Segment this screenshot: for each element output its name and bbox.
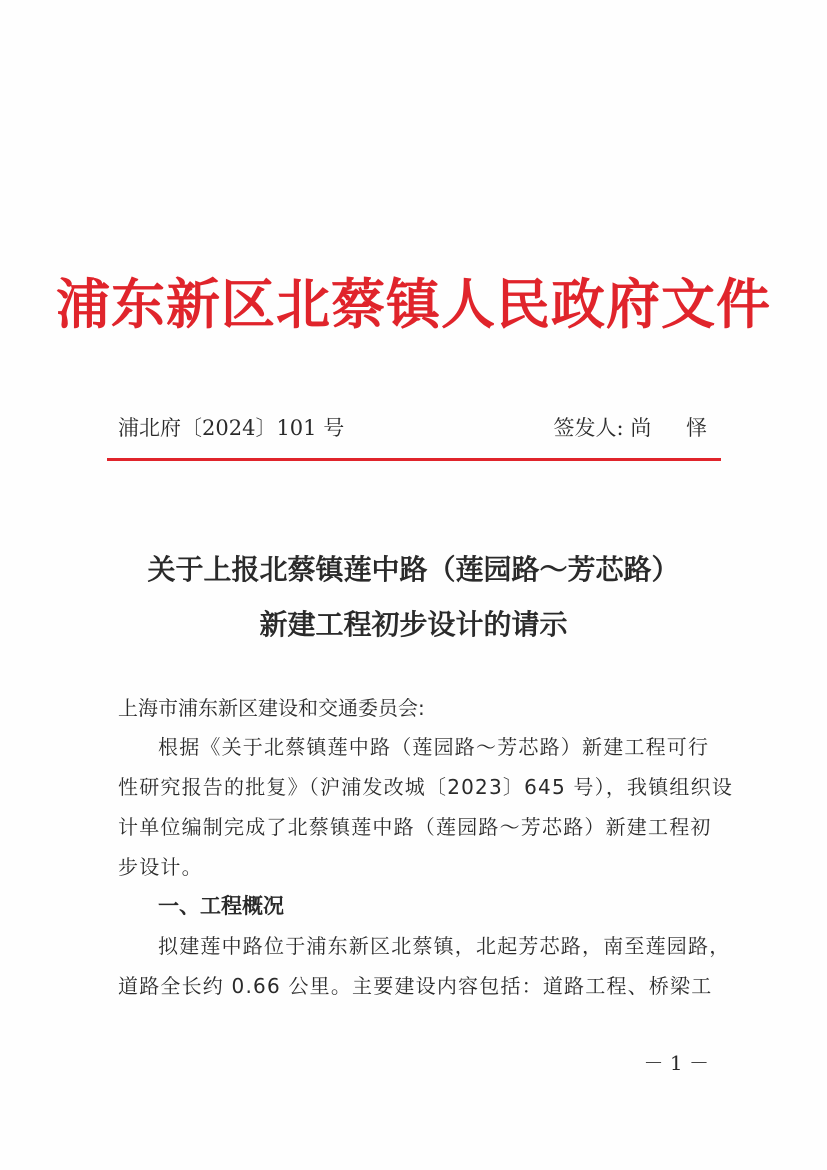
paragraph-1-line-4: 步设计。 — [118, 855, 203, 879]
document-title-line-1: 关于上报北蔡镇莲中路（莲园路～芳芯路） — [147, 553, 680, 586]
paragraph-1-line-2: 性研究报告的批复》（沪浦发改城〔2023〕645 号），我镇组织设 — [118, 775, 734, 799]
issuer — [554, 412, 721, 442]
section-1-line-2: 道路全长约 0.66 公里。主要建设内容包括：道路工程、桥梁工 — [118, 974, 713, 998]
paragraph-1-line-3: 计单位编制完成了北蔡镇莲中路（莲园路～芳芯路）新建工程初 — [118, 815, 712, 839]
section-1-line-1: 拟建莲中路位于浦东新区北蔡镇，北起芳芯路，南至莲园路， — [158, 934, 731, 958]
document-header-title: 浦东新区北蔡镇人民政府文件 — [56, 272, 771, 336]
recipient: 上海市浦东新区建设和交通委员会: — [118, 696, 425, 720]
issuer-label: 签发人: — [553, 416, 624, 440]
issuer-name: 尚 怿 — [630, 416, 721, 440]
page-number: － 1 － — [643, 1051, 709, 1075]
red-divider-line — [107, 458, 721, 461]
document-title-line-2: 新建工程初步设计的请示 — [259, 608, 568, 641]
paragraph-1-line-1: 根据《关于北蔡镇莲中路（莲园路～芳芯路）新建工程可行 — [158, 735, 710, 759]
document-number: 浦北府〔2024〕101 号 — [118, 416, 345, 440]
section-heading-overview: 一、工程概况 — [158, 894, 284, 918]
